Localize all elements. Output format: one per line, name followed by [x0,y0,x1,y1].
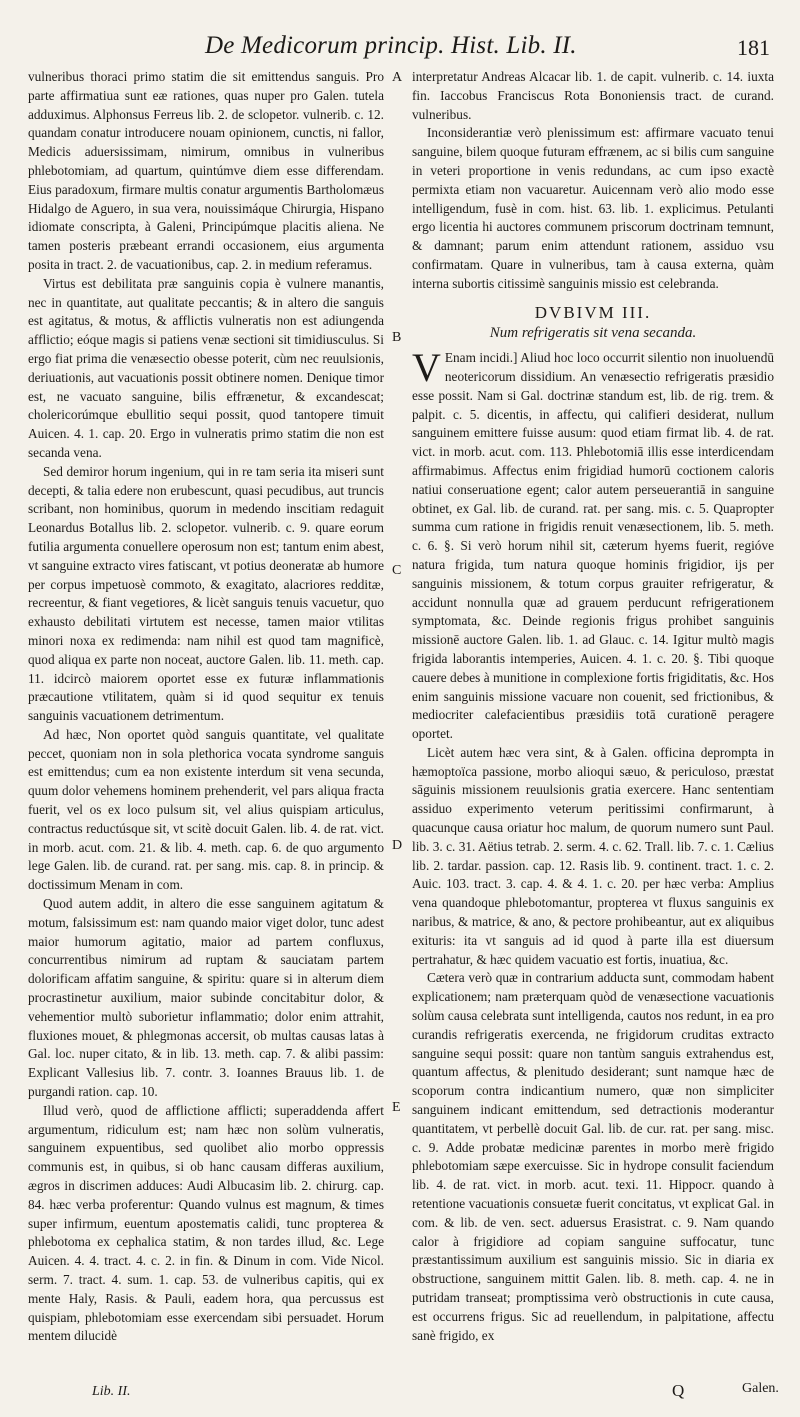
left-paragraph-6: Illud verò, quod de afflictione afflicti; superaddenda affert argumentum, ridiculum est; nam hæc non solùm vulneratis, sanguinem expuentibus, sed quolibet alio morbo oppressis communis est, in quibus, si ob hanc causam differas auxilium, ægros in discrimen adduces: Audi Albucasim lib. 2. chirurg. cap. 84. hæc verba proferentur: Quando vulnus est magnum, & times super infirmum, euentum apostematis calidi, tunc propterea & phlebotoma ex cephalica statim, & non tardes illud, &c. Lege Auicen. 4. 4. tract. 4. c. 2. in fin. & Dinum in com. Vide Nicol. serm. 7. tract. 4. sum. 1. cap. 53. de vulneribus capitis, qui ex mente Haly, Rasis. & Pauli, eadem hora, qua percussus est quispiam, phlebotomiam esse exercendam sibi persuadet. Horum mentem dilucidè [28,1102,384,1344]
right-paragraph-1: interpretatur Andreas Alcacar lib. 1. de capit. vulnerib. c. 14. iuxta fin. Iaccobus Franciscus Rota Bononiensis tract. de curand. vulneribus. [412,69,774,122]
margin-marker-b: B [392,330,402,345]
left-paragraph-5: Quod autem addit, in altero die esse sanguinem agitatum & motum, falsissimum est: nam quando maior viget dolor, tunc adest maior humorum agitatio, maior ad partem confluxus, concurrentibus nimirum ad ruptam & sauciatam partem dolorificam affatim sanguine, & spiritu: quare si in alterum diem procrastinetur auxilium, maior subinde concitabitur dolor, & vehementior multò suborietur inflammatio; dolor enim attrahit, fluxiones mouet, & phlegmonas accersit, ob multas causas latas à Gal. loc. nuper citato, & in lib. 13. meth. cap. 7. & alibi passim: Explicant Vallesius lib. 7. contr. 3. Ioannes Brauus lib. 1. de purgandi ration. cap. 10. [28,896,384,1100]
page-header [0,32,800,66]
left-paragraph-2: Virtus est debilitata præ sanguinis copia è vulnere manantis, nec in quantitate, aut qualitate peccantis; & in altero die sanguis est agitatus, & motus, & afflictis vulneratis non est adiungenda afflictio; eóque magis si patiens venæ sectioni sit timidiusculus. Si ergo fiat prima die venæsectio obesse poterit, cùm nec reuulsionis, deriuationis, aut vacuationis possit obtinere nomen. Denique timor est, ne vacuato sanguine, bilis effrænetur, & excandescat; cholericorúmque ebullitio sequi possit, quod tantopere timuit Auicen. 4. 1. cap. 20. Ergo in vulneratis primo statim die non est secanda vena. [28,275,384,460]
footer-book-label: Lib. II. [92,1384,131,1399]
right-paragraph-5: Cætera verò quæ in contrarium adducta sunt, commodam habent explicationem; nam præterquam quòd de venæsectione vacuationis solùm causa celebrata sunt intelligenda, cautos nos redunt, in ea pro curandis refrigeratis exercenda, ne frigidorum cruditas extracto sanguine sequi possit: quare non tantùm sanguis extrahendus est, quantum affectus, & plenitudo desiderant; sunt namque hæc de scoporum contra indicantium numero, quæ non simpliciter sanguinem indicant emittendum, sed detractionis moderantur quantitatem, vt perbellè docuit Gal. lib. de cur. rat. per sang. misc. c. 9. Adde probatæ medicinæ parentes in morbo merè frigido phlebotomiam sæpe exercuisse. Sic in hydrope consulit faciendum lib. 4. de rat. vict. in morb. acut. texi. 11. Hippocr. quando à retentione vacuationis consuetæ fuerit concitatus, vt explicat Gal. in com. & lib. de ven. sect. aduersus Erasistrat. c. 9. Nam quando calor à frigidiore ad copiam sanguine suffocatur, tunc præstantissimum auxilium est sanguinis missio. Sic in diaria ex obstructione, sanguinem mittit Galen. lib. 8. meth. cap. 4. ne in putridam transeat; promptissima verò obstructionis in cute causa, est occurrens frigus. Sic ad reuellendum, in palpitatione, affectu sanè frigido, ex [412,970,774,1343]
section-heading: DVBIVM III. [534,302,652,322]
right-column [412,68,774,1345]
catchword: Galen. [742,1381,779,1396]
signature-mark: Q [672,1381,685,1400]
margin-marker-c: C [392,563,402,578]
page-number: 181 [737,35,770,60]
margin-marker-a: A [392,70,403,85]
running-title: De Medicorum princip. Hist. Lib. II. [205,32,577,59]
left-paragraph-4: Ad hæc, Non oportet quòd sanguis quantitate, vel qualitate peccet, quoniam non in sola plethorica vocata syndrome sanguis est emittendus; cum ea non existente interdum sit vena secunda, quum dolor vehemens hominem prehenderit, vel pars aliqua fracta fuerit, vel os ex loco pulsum sit, vel alius quispiam articulus, contractus reductúsque sit, vt scitè docuit Galen. lib. 4. de rat. vict. in morb. acut. com. 21. & lib. 4. meth. cap. 6. de quo argumento lege Galen. lib. de curand. rat. per sang. mis. cap. 8. in princip. & doctissimum Menam in com. [28,726,384,893]
right-paragraph-3-text: Enam incidi.] Aliud hoc loco occurrit silentio non inuoluendū neotericorum dissidium. An venæsectio refrigeratis præsidio esse possit. Nam si Gal. doctrinæ standum est, lib. de rig. trem. & palpit. c. 5. dicentis, in affectu, qui califieri desiderat, nullum sanguinem emittere fuisse ausum: quod etiam firmat lib. 4. de rat. vict. in morb. acut. com. 113. Phlebotomiā illis esse interdicendam affirmabimus. Affectus enim frigidiad humorū coctionem caloris natiui conseruatione egent; calor autem perseuerantiā in sanguine obtinet, ex Gal. lib. de curand. rat. per sang. mis. c. 5. Quapropter summa cum ratione in frigidis renuit venæsectionem, lib. 5. meth. c. 6. §. Si verò horum nihil sit, cæterum hyems fuerit, regióve natura frigida, tum natura quoque hominis frigidior, ijs per sanguinis missionem, & totum corpus grauiter refrigeratur, & accidunt nonnulla quæ ad grauem perducunt refrigerationem symptomata, &c. Deinde regionis frigus prohibet sanguinis missionē auctore Galen. lib. 1. ad Glauc. c. 14. Igitur multò magis frigida laborantis intemperies, Auicen. 4. 1. c. 20. §. Tibi quoque cauere debes à munitione in complexione fortis frigiditatis, &c. Hos enim sanguinis missione vacuare non couenit, sed frictionibus, & mediocriter calefacientibus præsidiis totā curationē peragere oportet. [412,350,774,742]
left-paragraph-3: Sed demiror horum ingenium, qui in re tam seria ita miseri sunt decepti, & talia edere non erubescunt, quasi pecudibus, aut truncis scribant, non hominibus, quorum in medendo inscitiam redaguit Leonardus Botallus lib. 2. sclopetor. vulnerib. c. 9. quare eorum futilia argumenta conuellere operosum non est; tantum enim abest, vt sanguine extracto vires fatiscant, vt potius deoneratæ ab humore per corpus impetuosè commoto, & exagitato, alacriores redditæ, recreentur, & fiant vegetiores, & licèt sanguis tenuis vacuetur, quo exhausto debilitati virtutem est necesse, tamen maior vtilitas minori noxa ex redimenda: nam nihil est quod tam magnificè, quod aliqua ex parte non noceat, auctore Galen. lib. 11. meth. cap. 11. idcircò maiorem oportet esse ex futuræ inflammationis præcautione vtilitatem, quàm si id quod sequitur ex tenuis sanguinis vacuationem detrimentum. [28,463,384,724]
drop-capital: V [412,345,441,391]
right-paragraph-3 [412,345,774,744]
margin-marker-d: D [392,838,403,853]
left-paragraph-1: vulneribus thoraci primo statim die sit emittendus sanguis. Pro parte affirmatiua sunt eæ rationes, quas nuper pro Galen. tutela adduximus. Alphonsus Ferreus lib. 2. de sclopetor. vulnerib. c. 12. quandam conatur introducere nouam opinionem, cunctis, ni fallor, Medicis aduersissimam, nimirum, omnibus in vulneribus phlebotomiam, ad quartum, quintúmve diem esse differendam. Eius paradoxum, firmare multis conatur argumentis Bartholomæus Hidalgo de Aguero, in sua vera, nouissimáque Chirurgia, Hispano idiomate conscripta, à Galeni, Principúmque placitis aliena. Ne tamen posteris præbeant errandi occasionem, eius argumenta posita in tract. 2. de vacuationibus, cap. 2. in medium referamus. [28,69,384,272]
right-paragraph-4: Licèt autem hæc vera sint, & à Galen. officina deprompta in hæmoptoïca passione, morbo alioqui sæuo, & periculoso, præstat sāguinis missionem reuulsionis gratia exercere. Hanc sententiam assiduo experimento veterum peritissimi confirmarunt, à quacunque causa oriatur hoc malum, de quorum numero sunt Paul. lib. 3. c. 31. Aëtius tetrab. 2. serm. 4. c. 62. Trall. lib. 7. c. 1. Cælius lib. 2. tardar. passion. cap. 12. Rasis lib. 9. continent. tract. 1. c. 2. Auic. 103. tract. 3. cap. 4. & 4. 1. c. 20. per hæc verba: Amplius vena quandoque phlebotomantur, propterea vt fluxus sanguinis ex naribus, & matrice, & ano, & pectore prohibeantur, aut ex aliquibus exituris: ita vt sanguis ad id quod à parte illa est diuersum pertrahatur, & hæc quidem vacuatio est fortis, inuatiua, &c. [412,744,774,967]
right-paragraph-2: Inconsiderantiæ verò plenissimum est: affirmare vacuato tenui sanguine, bilem quoque futuram effrænem, ac si bilis cum sanguine in veteri proportione in venis redundans, ac cum ipso exactè permixta etiam non vacuaretur. Auicennam verò alio modo esse intelligendum, fusè in com. hist. 63. lib. 1. explicimus. Petulanti ergo licentia hi auctores communem priscorum doctrinam temnunt, & damnant; parum enim attendunt rationem, assiduo vsu confirmatam. Quare in vulneribus, tam à causa externa, quàm interna subortis citissimè sanguinis missio est celebranda. [412,125,774,291]
section-subheading: Num refrigeratis sit vena secanda. [489,325,697,342]
left-column [28,68,384,1346]
margin-marker-e: E [392,1100,401,1115]
